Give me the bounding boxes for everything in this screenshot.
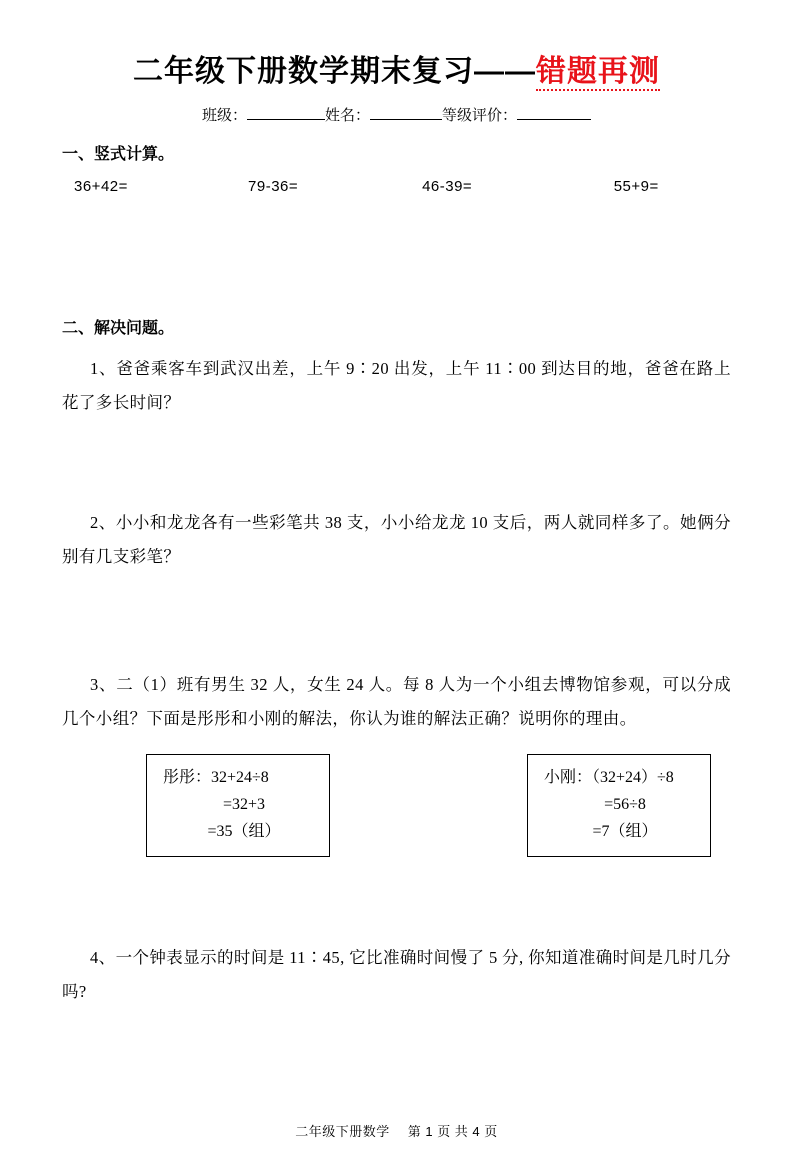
vertical-calc-row [62,178,731,195]
footer-pagination: 第 1 页 共 4 页 [407,1124,498,1139]
page-title-main: 二年级下册数学期末复习—— [133,55,536,88]
solution-line: =7（组） [592,823,658,840]
calc-problem: 79-36= [248,178,299,195]
class-blank[interactable] [247,119,325,120]
worksheet-page [0,46,793,1168]
calc-problem: 46-39= [422,178,473,195]
word-problem: 3、二（1）班有男生 32 人，女生 24 人。每 8 人为一个小组去博物馆参观，可以分成几个小组？下面是彤彤和小刚的解法，你认为谁的解法正确？说明你的理由。 [62,675,731,728]
footer-subject: 二年级下册数学 [295,1124,390,1139]
solution-line: =32+3 [222,796,266,813]
class-label: 班级： [201,107,247,124]
name-label: 姓名： [324,107,370,124]
grade-label: 等级评价： [442,107,518,124]
page-footer [0,1121,793,1140]
section-heading-1: 一、竖式计算。 [62,146,175,163]
solution-line: 彤彤：32+24÷8 [163,769,269,786]
word-problem: 4、一个钟表显示的时间是 11∶45, 它比准确时间慢了 5 分, 你知道准确时间是几时几分吗? [62,948,731,1001]
grade-blank[interactable] [517,119,591,120]
student-info-line [62,104,731,125]
name-blank[interactable] [370,119,442,120]
calc-problem: 55+9= [613,178,659,195]
section-heading-2: 二、解决问题。 [62,320,175,337]
page-title-highlight: 错题再测 [536,55,660,91]
page-title [62,46,731,90]
solution-box-xiaogang [527,754,711,857]
word-problem: 1、爸爸乘客车到武汉出差，上午 9∶20 出发，上午 11∶00 到达目的地，爸爸在路上花了多长时间？ [62,359,731,412]
solution-box-row [62,754,731,857]
solution-line: =56÷8 [604,796,646,813]
solution-box-tongtong [146,754,330,857]
word-problem: 2、小小和龙龙各有一些彩笔共 38 支，小小给龙龙 10 支后，两人就同样多了。她俩分别有几支彩笔？ [62,513,731,566]
solution-line: 小刚：（32+24）÷8 [544,769,674,786]
calc-problem: 36+42= [74,178,128,195]
solution-line: =35（组） [207,823,281,840]
